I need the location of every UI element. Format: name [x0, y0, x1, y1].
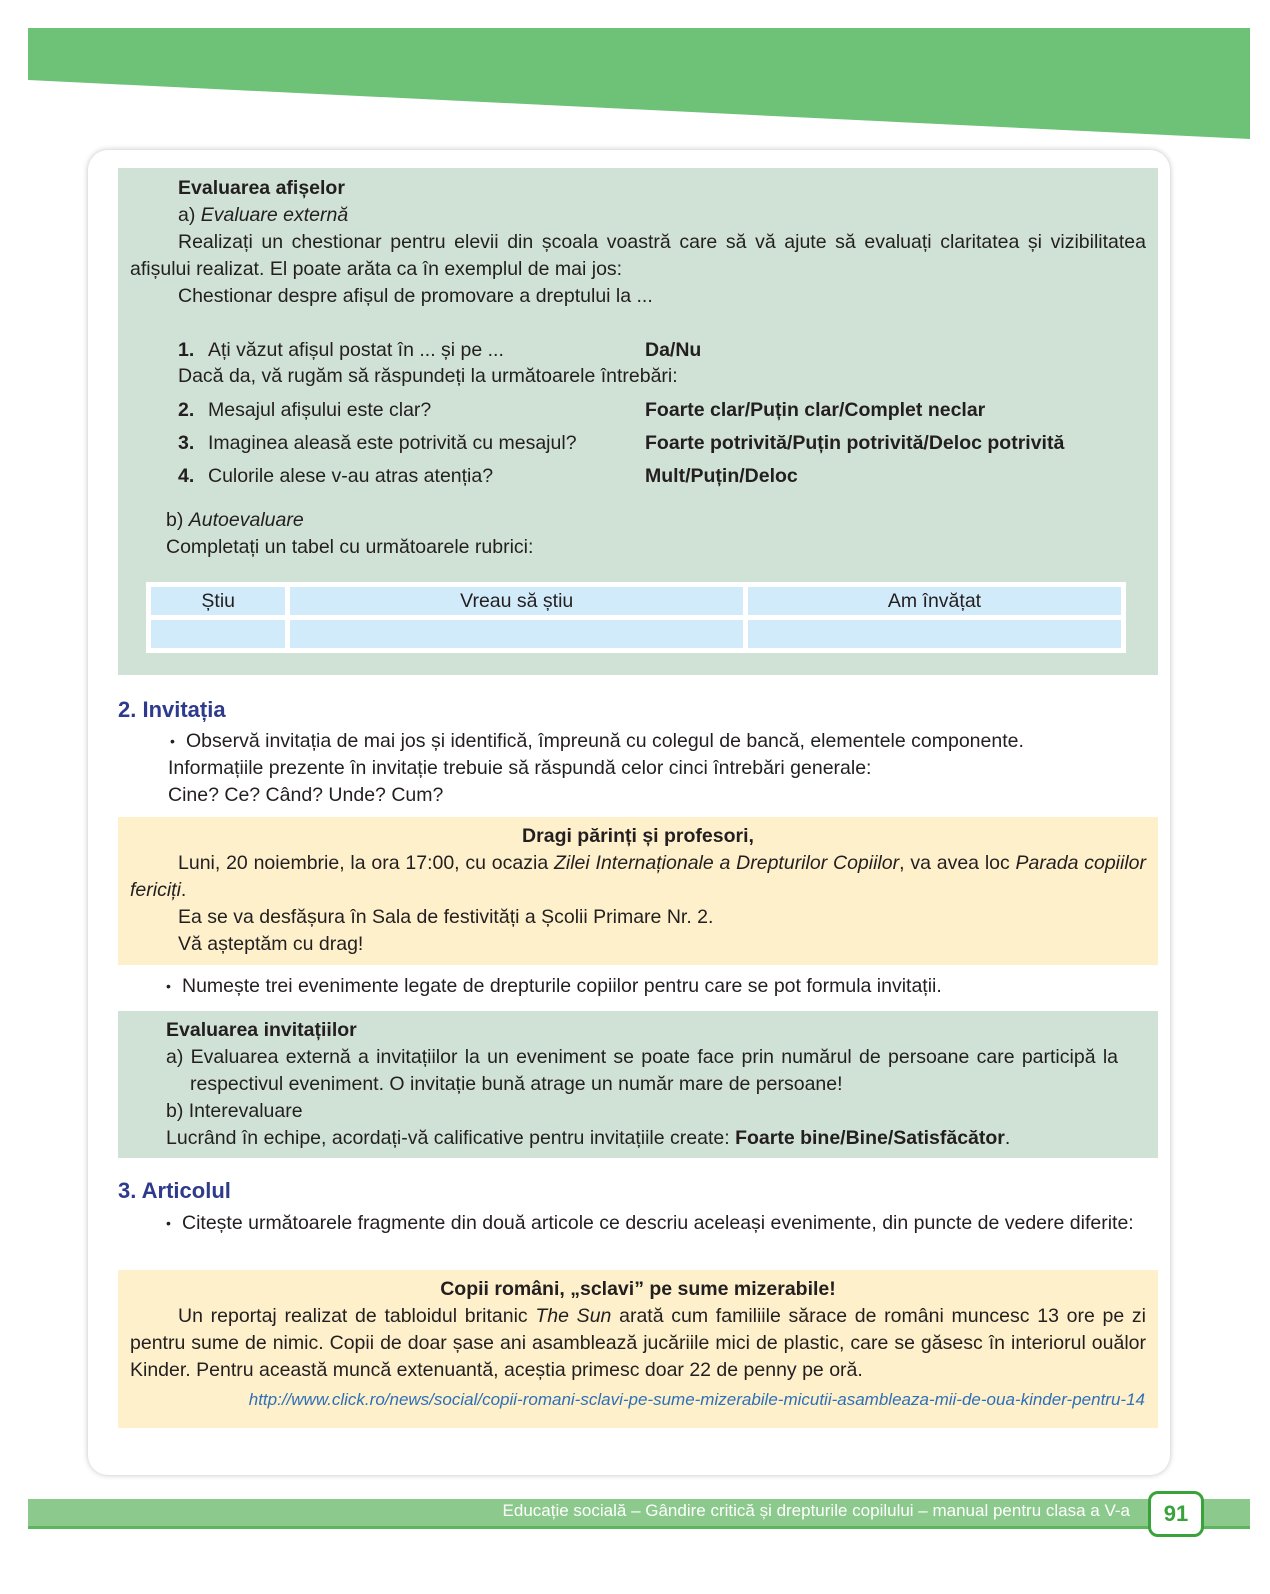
article-text: Un reportaj realizat de tabloidul britanic	[178, 1305, 536, 1327]
invitation-paragraph	[130, 850, 1146, 904]
parade-name: Parada copiilor fericiți	[130, 852, 1147, 901]
question-3-number: 3.	[178, 432, 195, 454]
self-evaluation-label	[166, 507, 304, 534]
question-2-text: Mesajul afișului este clar?	[208, 399, 432, 421]
table-cell	[290, 620, 743, 648]
label-text: Evaluare externă	[200, 204, 349, 226]
invitation-evaluation-c	[166, 1125, 1010, 1152]
question-4-text: Culorile alese v-au atras atenția?	[208, 465, 494, 487]
poster-evaluation-title: Evaluarea afișelor	[178, 177, 345, 199]
question-1-answer: Da/Nu	[645, 339, 702, 361]
invitation-evaluation-title: Evaluarea invitațiilor	[166, 1019, 357, 1041]
questions-intro: Dacă da, vă rugăm să răspundeți la următoarele întrebări:	[178, 365, 678, 387]
article-text: arată cum familiile sărace de români muncesc 13 ore pe zi pentru sume de nimic. Copii de doar șase ani asamblează jucăriile mici de plastic, care se găsesc în interiorul ouălor Kinder. Pentru această muncă extenuantă, aceștia primesc doar 22 de penny pe oră.	[130, 1305, 1147, 1381]
question-2-answer: Foarte clar/Puțin clar/Complet neclar	[645, 399, 986, 421]
invitation-text: , va avea loc	[899, 852, 1016, 874]
events-task-bullet: • Numește trei evenimente legate de drepturile copiilor pentru care se pot formula invitații.	[182, 973, 942, 1000]
kwl-table	[146, 582, 1126, 653]
invitation-title: Dragi părinți și profesori,	[522, 825, 754, 847]
section-heading-invitation: 2. Invitația	[118, 697, 226, 722]
question-1-text: Ați văzut afișul postat în ... și pe ...	[208, 339, 504, 361]
question-2-number: 2.	[178, 399, 195, 421]
label-prefix: b)	[166, 509, 189, 531]
table-instructions: Completați un tabel cu următoarele rubrici:	[166, 536, 534, 558]
table-header-know: Știu	[151, 587, 285, 615]
invitation-task-line3: Cine? Ce? Când? Unde? Cum?	[168, 784, 444, 806]
evaluation-text: .	[1004, 1127, 1011, 1149]
grades-text: Foarte bine/Bine/Satisfăcător	[735, 1127, 1005, 1149]
event-name: Zilei Internaționale a Drepturilor Copiilor	[553, 852, 900, 874]
article-task-bullet: • Citește următoarele fragmente din două articole ce descriu aceleași evenimente, din puncte de vedere diferite:	[130, 1210, 1148, 1237]
table-header-want: Vreau să știu	[290, 587, 743, 615]
article-source-link[interactable]: http://www.click.ro/news/social/copii-romani-sclavi-pe-sume-mizerabile-micutii-asambleaza-mii-de-oua-kinder-pentru-14	[248, 1390, 1145, 1409]
question-4-number: 4.	[178, 465, 195, 487]
table-header-row	[151, 587, 1121, 615]
newspaper-name: The Sun	[535, 1305, 612, 1327]
table-cell	[151, 620, 285, 648]
label-text: Autoevaluare	[188, 509, 304, 531]
footer-book-title: Educație socială – Gândire critică și drepturile copilului – manual pentru clasa a V-a	[502, 1501, 1130, 1520]
invitation-text: .	[180, 879, 187, 901]
footer-line	[28, 1526, 1250, 1529]
invitation-task-bullet: • Observă invitația de mai jos și identifică, împreună cu colegul de bancă, elementele componente.	[186, 728, 1024, 755]
article-title: Copii români, „sclavi” pe sume mizerabile!	[440, 1278, 836, 1300]
page-number: 91	[1148, 1491, 1204, 1537]
invitation-evaluation-a: a) Evaluarea externă a invitațiilor la un eveniment se poate face prin numărul de persoane care participă la respectivul eveniment. O invitație bună atrage un număr mare de persoane!	[166, 1046, 1118, 1095]
invitation-text: Luni, 20 noiembrie, la ora 17:00, cu ocazia	[178, 852, 554, 874]
label-prefix: a)	[178, 204, 201, 226]
evaluation-text: Lucrând în echipe, acordați-vă calificative pentru invitațiile create:	[166, 1127, 736, 1149]
questionnaire-title: Chestionar despre afișul de promovare a dreptului la ...	[178, 285, 653, 307]
questionnaire-instructions: Realizați un chestionar pentru elevii din școala voastră care să vă ajute să evaluați claritatea și vizibilitatea afișului realizat. El poate arăta ca în exemplul de mai jos:	[130, 231, 1146, 280]
table-cell	[748, 620, 1121, 648]
invitation-task-line2: Informațiile prezente în invitație trebuie să răspundă celor cinci întrebări generale:	[168, 757, 872, 779]
external-evaluation-label	[178, 202, 348, 229]
question-3-answer: Foarte potrivită/Puțin potrivită/Deloc potrivită	[645, 432, 1065, 454]
article-paragraph	[130, 1303, 1146, 1384]
table-header-learned: Am învățat	[748, 587, 1121, 615]
question-3-text: Imaginea aleasă este potrivită cu mesajul?	[208, 432, 577, 454]
invitation-evaluation-b: b) Interevaluare	[166, 1100, 303, 1122]
section-heading-article: 3. Articolul	[118, 1178, 231, 1203]
table-row	[151, 620, 1121, 648]
invitation-closing: Vă așteptăm cu drag!	[178, 933, 364, 955]
top-banner	[0, 0, 1270, 150]
invitation-location: Ea se va desfășura în Sala de festivități a Școlii Primare Nr. 2.	[178, 906, 714, 928]
question-4-answer: Mult/Puțin/Deloc	[645, 465, 798, 487]
question-1-number: 1.	[178, 339, 195, 361]
